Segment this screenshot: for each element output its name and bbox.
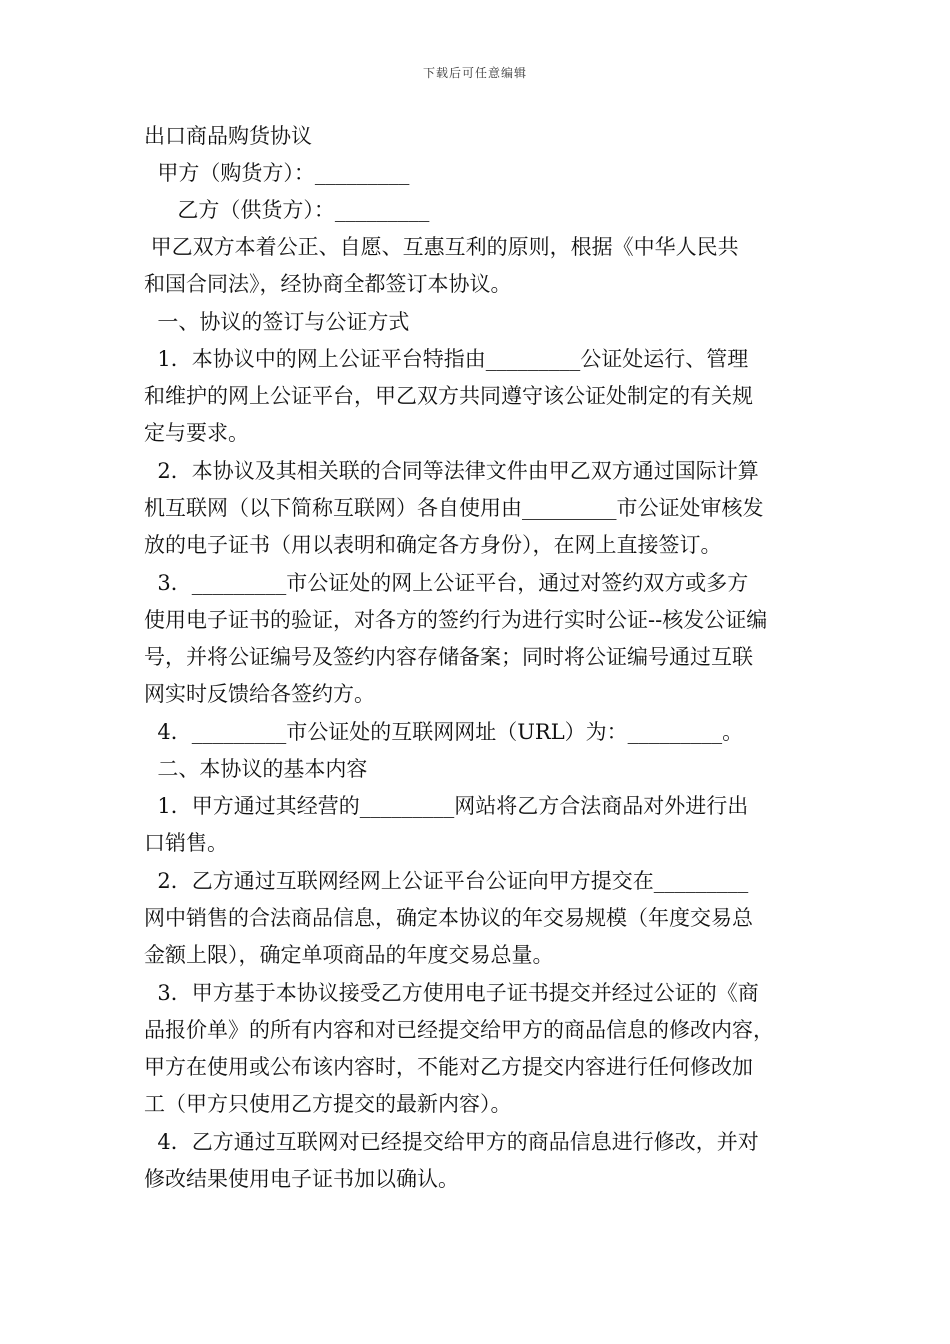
text-line: 和维护的网上公证平台，甲乙双方共同遵守该公证处制定的有关规 xyxy=(144,384,753,408)
text-line: 甲乙双方本着公正、自愿、互惠互利的原则，根据《中华人民共 xyxy=(144,235,739,259)
party-a-line: 甲方（购货方）：_________ xyxy=(144,161,410,185)
text-line: 金额上限），确定单项商品的年度交易总量。 xyxy=(144,943,554,967)
text-line: 工（甲方只使用乙方提交的最新内容）。 xyxy=(144,1092,512,1116)
text-line: 口销售。 xyxy=(144,831,228,855)
document-title: 出口商品购货协议 xyxy=(144,124,312,148)
intro-paragraph xyxy=(144,229,809,303)
text-line: 定与要求。 xyxy=(144,421,249,445)
section-heading-1: 一、协议的签订与公证方式 xyxy=(144,310,410,334)
text-line: 机互联网（以下简称互联网）各自使用由_________市公证处审核发 xyxy=(144,496,764,520)
text-line: 放的电子证书（用以表明和确定各方身份），在网上直接签订。 xyxy=(144,533,722,557)
text-line: 修改结果使用电子证书加以确认。 xyxy=(144,1167,459,1191)
text-line: 3．甲方基于本协议接受乙方使用电子证书提交并经过公证的《商 xyxy=(144,981,759,1005)
text-line: 1．甲方通过其经营的_________网站将乙方合法商品对外进行出 xyxy=(144,794,749,818)
clause-2-3 xyxy=(144,975,809,1123)
text-line: 4．乙方通过互联网对已经提交给甲方的商品信息进行修改，并对 xyxy=(144,1130,759,1154)
text-line: 甲方在使用或公布该内容时，不能对乙方提交内容进行任何修改加 xyxy=(144,1055,753,1079)
clause-1-3 xyxy=(144,565,809,713)
text-line: 2．本协议及其相关联的合同等法律文件由甲乙双方通过国际计算 xyxy=(144,459,759,483)
clause-1-2 xyxy=(144,453,809,564)
text-line: 品报价单》的所有内容和对已经提交给甲方的商品信息的修改内容， xyxy=(144,1018,774,1042)
text-line: 1．本协议中的网上公证平台特指由_________公证处运行、管理 xyxy=(144,347,749,371)
download-note: 下载后可任意编辑 xyxy=(422,66,527,80)
section-heading-2: 二、本协议的基本内容 xyxy=(144,757,368,781)
text-line: 网实时反馈给各签约方。 xyxy=(144,682,375,706)
contract-document xyxy=(144,118,809,1199)
text-line: 3．_________市公证处的网上公证平台，通过对签约双方或多方 xyxy=(144,571,749,595)
clause-2-2 xyxy=(144,863,809,974)
clause-2-1 xyxy=(144,788,809,862)
clause-1-1 xyxy=(144,341,809,452)
text-line: 号，并将公证编号及签约内容存储备案；同时将公证编号通过互联 xyxy=(144,645,753,669)
text-line: 使用电子证书的验证，对各方的签约行为进行实时公证--核发公证编 xyxy=(144,608,768,632)
party-b-line: 乙方（供货方）：_________ xyxy=(144,198,430,222)
clause-2-4 xyxy=(144,1124,809,1198)
text-line: 网中销售的合法商品信息，确定本协议的年交易规模（年度交易总 xyxy=(144,906,753,930)
clause-1-4: 4．_________市公证处的互联网网址（URL）为：_________。 xyxy=(144,720,744,744)
text-line: 2．乙方通过互联网经网上公证平台公证向甲方提交在_________ xyxy=(144,869,749,893)
text-line: 和国合同法》，经协商全都签订本协议。 xyxy=(144,272,512,296)
